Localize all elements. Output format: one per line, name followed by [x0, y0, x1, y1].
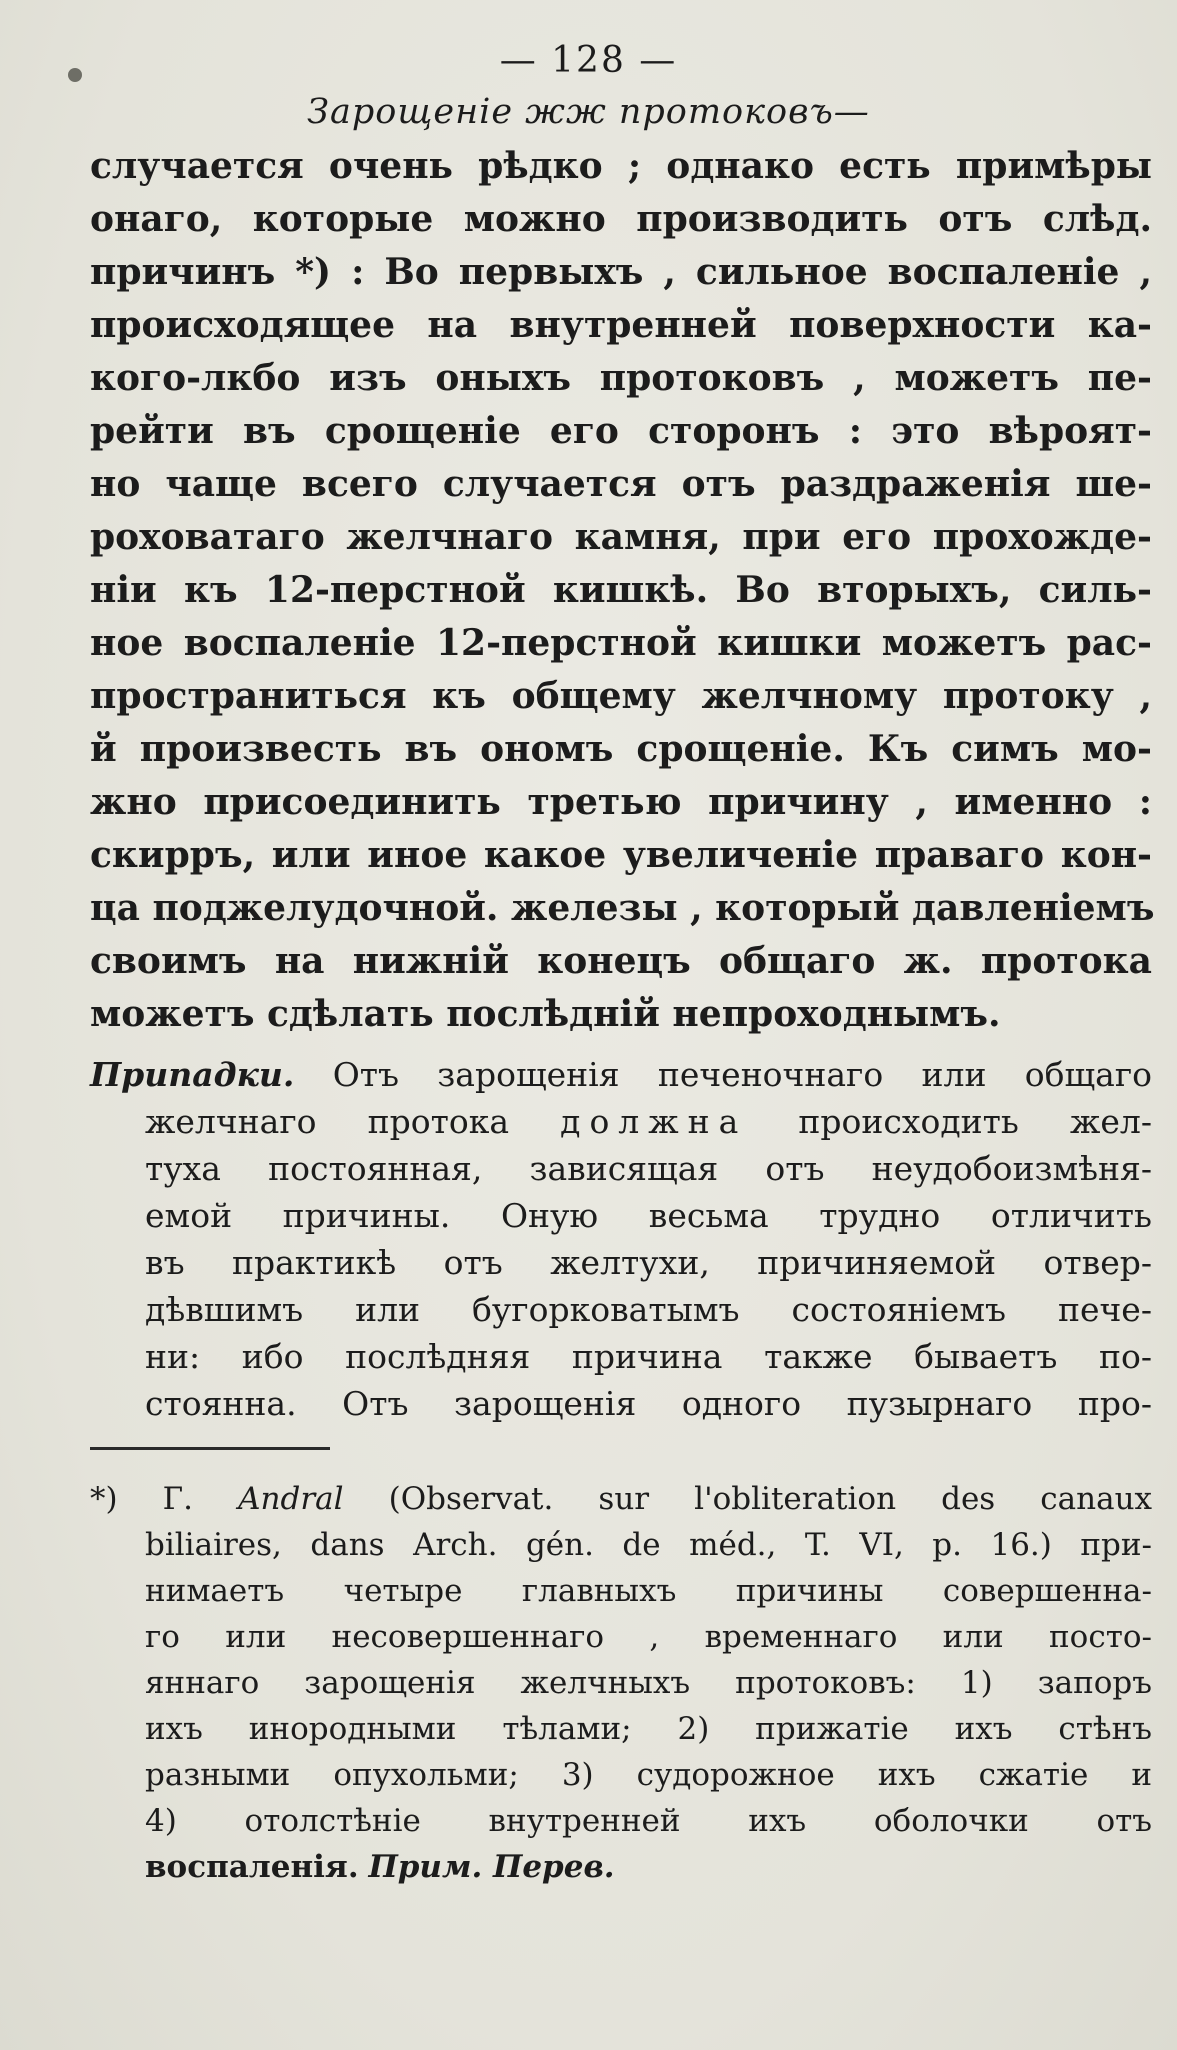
- section-line: емой причины. Оную весьма трудно отличить: [145, 1196, 1152, 1235]
- body-line: ца поджелудочной. железы , который давленіемъ: [90, 887, 1155, 929]
- footnote-rule: [90, 1447, 330, 1450]
- body-line: но чаще всего случается отъ раздраженія ше-: [90, 463, 1152, 505]
- section-text: Отъ зарощенія печеночнаго или общаго: [332, 1055, 1152, 1094]
- body-line: происходящее на внутренней поверхности ка-: [90, 304, 1152, 346]
- footnote-translator-note: Прим. Перев.: [368, 1849, 615, 1885]
- body-line: ніи къ 12-перстной кишкѣ. Во вторыхъ, силь-: [90, 569, 1152, 611]
- section-line: дѣвшимъ или бугорковатымъ состояніемъ пече-: [145, 1290, 1152, 1329]
- section-line: въ практикѣ отъ желтухи, причиняемой отвер-: [145, 1243, 1152, 1282]
- body-line: й произвесть въ ономъ срощеніе. Къ симъ мо-: [90, 728, 1152, 770]
- section-text: желчнаго протока: [145, 1102, 510, 1141]
- body-line: своимъ на нижній конецъ общаго ж. протока: [90, 940, 1152, 982]
- body-line: роховатаго желчнаго камня, при его прохожде-: [90, 516, 1152, 558]
- body-line: скирръ, или иное какое увеличеніе праваго кон-: [90, 834, 1152, 876]
- body-line: рейти въ срощеніе его сторонъ : это вѣроят-: [90, 410, 1152, 452]
- section-text: происходить жел-: [798, 1102, 1152, 1141]
- footnote-line: 4) отолстѣніе внутренней ихъ оболочки отъ: [145, 1803, 1152, 1839]
- page-number: — 128 —: [499, 40, 678, 81]
- body-line: случается очень рѣдко ; однако есть примѣры: [90, 145, 1152, 187]
- section-first-line: [90, 1055, 1152, 1094]
- footnote-last-line: [145, 1849, 1152, 1885]
- section-line: туха постоянная, зависящая отъ неудобоизмѣня-: [145, 1149, 1152, 1188]
- section-line: стоянна. Отъ зарощенія одного пузырнаго про-: [145, 1384, 1152, 1423]
- footnote-line: го или несовершеннаго , временнаго или посто-: [145, 1619, 1152, 1655]
- running-title: Зарощеніе жж протоковъ—: [307, 92, 870, 132]
- footnote-first-line: [90, 1481, 1153, 1517]
- section-spaced-word: должна: [560, 1102, 748, 1141]
- section-heading: Припадки.: [90, 1055, 295, 1094]
- footnote-line: нимаетъ четыре главныхъ причины совершенна-: [145, 1573, 1152, 1609]
- footnote-line: разными опухольми; 3) судорожное ихъ сжатіе и: [145, 1757, 1152, 1793]
- footnote-text: воспаленія.: [145, 1849, 359, 1885]
- section-line: [145, 1102, 1152, 1141]
- footnote-line: яннаго зарощенія желчныхъ протоковъ: 1) запоръ: [145, 1665, 1152, 1701]
- footnote-line: ихъ инородными тѣлами; 2) прижатіе ихъ стѣнъ: [145, 1711, 1152, 1747]
- body-line: жно присоединить третью причину , именно :: [90, 781, 1152, 823]
- body-line: пространиться къ общему желчному протоку ,: [90, 675, 1152, 717]
- body-line: кого-лкбо изъ оныхъ протоковъ , можетъ пе-: [90, 357, 1152, 399]
- footnote-marker: *) Г.: [90, 1481, 194, 1517]
- body-line: можетъ сдѣлать послѣдній непроходнымъ.: [90, 993, 1001, 1035]
- section-line: ни: ибо послѣдняя причина также бываетъ по-: [145, 1337, 1152, 1376]
- footnote-text: (Observat. sur l'obliteration des canaux: [388, 1481, 1153, 1517]
- body-line: причинъ *) : Во первыхъ , сильное воспаленіе ,: [90, 251, 1152, 293]
- body-line: онаго, которые можно производить отъ слѣд.: [90, 198, 1152, 240]
- footnote-line: biliaires, dans Arch. gén. de méd., T. VI, p. 16.) при-: [145, 1527, 1152, 1563]
- footnote-author: Andral: [238, 1481, 344, 1517]
- body-line: ное воспаленіе 12-перстной кишки можетъ рас-: [90, 622, 1152, 664]
